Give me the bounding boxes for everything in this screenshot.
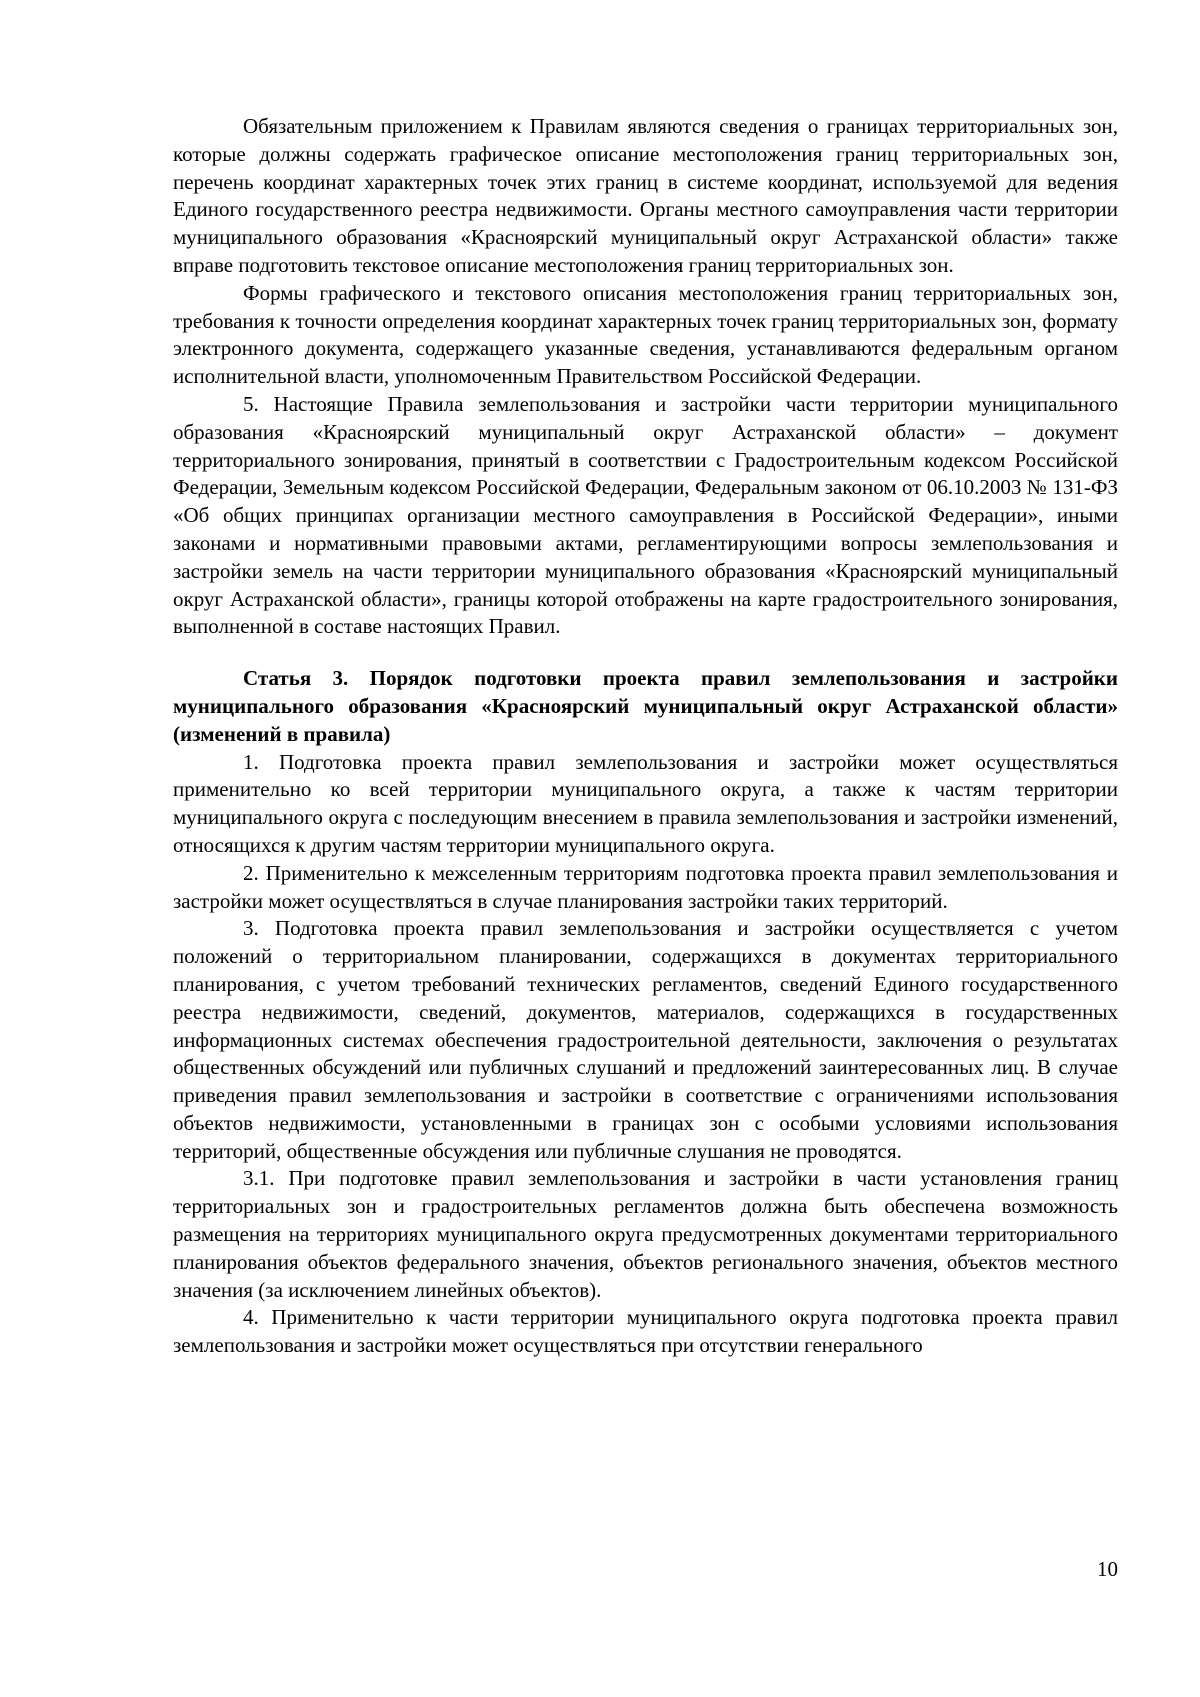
paragraph-item-4: 4. Применительно к части территории муниципального округа подготовка проекта правил землепользования и застройки может осуществляться при отсутствии генерального — [173, 1305, 1118, 1358]
paragraph-item-2: 2. Применительно к межселенным территориям подготовка проекта правил землепользования и застройки может осуществляться в случае планирования застройки таких территорий. — [173, 860, 1118, 913]
page-number: 10 — [1097, 1557, 1118, 1581]
article-heading: Статья 3. Порядок подготовки проекта правил землепользования и застройки муниципального образования «Красноярский муниципальный округ Астраханской области» (изменений в правила) — [173, 666, 1118, 746]
paragraph-forms: Формы графического и текстового описания местоположения границ территориальных зон, требования к точности определения координат характерных точек границ территориальных зон, формату электронного документа, содержащего указанные сведения, устанавливаются федеральным органом исполнительной власти, уполномоченным Правительством Российской Федерации. — [173, 280, 1118, 389]
paragraph-item-5: 5. Настоящие Правила землепользования и застройки части территории муниципального образования «Красноярский муниципальный округ Астраханской области» – документ территориального зонирования, принятый в соответствии с Градостроительным кодексом Российской Федерации, Земельным кодексом Российской Федерации, Федеральным законом от 06.10.2003 № 131-ФЗ «Об общих принципах организации местного самоуправления в Российской Федерации», иными законами и нормативными правовыми актами, регламентирующими вопросы землепользования и застройки земель на части территории муниципального образования «Красноярский муниципальный округ Астраханской области», границы которой отображены на карте градостроительного зонирования, выполненной в составе настоящих Правил. — [173, 391, 1118, 639]
paragraph-item-3-1: 3.1. При подготовке правил землепользования и застройки в части установления границ территориальных зон и градостроительных регламентов должна быть обеспечена возможность размещения на территориях муниципального округа предусмотренных документами территориального планирования объектов федерального значения, объектов регионального значения, объектов местного значения (за исключением линейных объектов). — [173, 1166, 1118, 1302]
paragraph-appendix: Обязательным приложением к Правилам являются сведения о границах территориальных зон, которые должны содержать графическое описание местоположения границ территориальных зон, перечень координат характерных точек этих границ в системе координат, используемой для ведения Единого государственного реестра недвижимости. Органы местного самоуправления части территории муниципального образования «Красноярский муниципальный округ Астраханской области» также вправе подготовить текстовое описание местоположения границ территориальных зон. — [173, 114, 1118, 277]
paragraph-item-1: 1. Подготовка проекта правил землепользования и застройки может осуществляться применительно ко всей территории муниципального округа, а также к частям территории муниципального округа с последующим внесением в правила землепользования и застройки изменений, относящихся к другим частям территории муниципального округа. — [173, 749, 1118, 857]
paragraph-item-3: 3. Подготовка проекта правил землепользования и застройки осуществляется с учетом положений о территориальном планировании, содержащихся в документах территориального планирования, с учетом требований технических регламентов, сведений Единого государственного реестра недвижимости, сведений, документов, материалов, содержащихся в государственных информационных системах обеспечения градостроительной деятельности, заключения о результатах общественных обсуждений или публичных слушаний и предложений заинтересованных лиц. В случае приведения правил землепользования и застройки в соответствие с ограничениями использования объектов недвижимости, установленными в границах зон с особыми условиями использования территорий, общественные обсуждения или публичные слушания не проводятся. — [173, 916, 1118, 1163]
section-gap — [173, 641, 1118, 665]
